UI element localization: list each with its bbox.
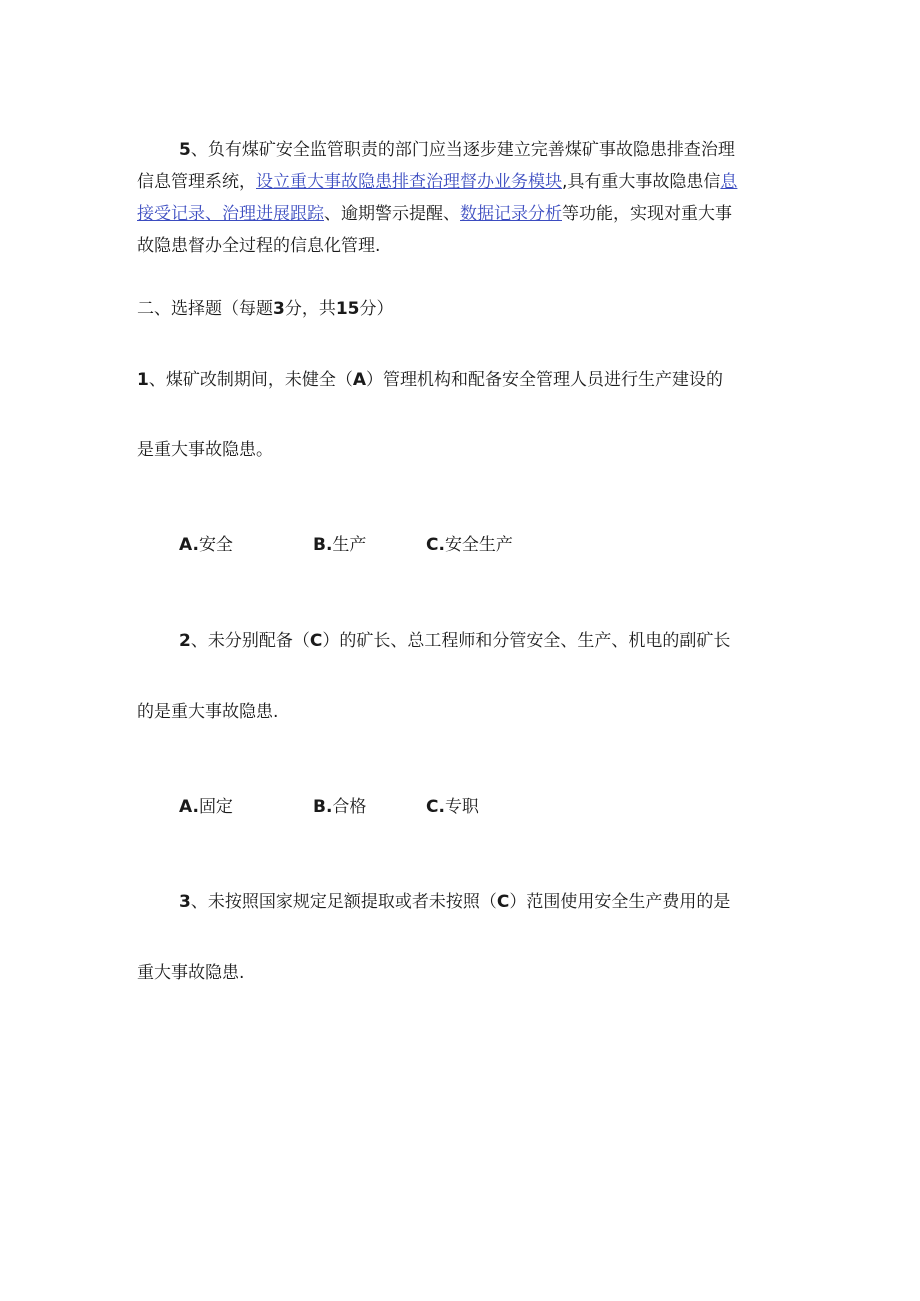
q5-link-supervision-module[interactable]: 设立重大事故隐患排查治理督办业务模块 (256, 172, 562, 192)
q2-option-b-letter: B. (313, 797, 333, 817)
q2-option-b-text: 合格 (332, 797, 367, 817)
q1-option-c-text: 安全生产 (444, 535, 513, 555)
q1-option-b-text: 生产 (332, 535, 367, 555)
q1-number: 1 (137, 370, 149, 390)
q2-continuation: 的是重大事故隐患. (137, 702, 279, 722)
q2-option-a-letter: A. (179, 797, 199, 817)
q5-link-info[interactable]: 息 (720, 172, 738, 192)
q1-option-a-letter: A. (179, 535, 199, 555)
q2-option-c-text: 专职 (444, 797, 479, 817)
q2-answer: C (309, 631, 323, 651)
section-total: 15 (335, 299, 360, 319)
q5-line-2 (137, 166, 787, 198)
section-prefix: 二、选择题（每题 (137, 299, 273, 319)
q1-text-b: ）管理机构和配备安全管理人员进行生产建设的 (366, 370, 724, 390)
q3-answer: C (496, 892, 510, 912)
q3-text-a: 、未按照国家规定足额提取或者未按照（ (190, 892, 497, 912)
q1-option-a[interactable] (179, 529, 233, 561)
q5-link-progress-tracking[interactable]: 、治理进展跟踪 (205, 204, 324, 224)
q2-option-a[interactable] (179, 791, 233, 823)
q3-continuation: 重大事故隐患. (137, 963, 245, 983)
q5-line3-text-a: 、逾期警示提醒、 (324, 204, 460, 224)
q5-number: 5 (179, 140, 191, 160)
choice-question-1 (137, 364, 787, 396)
q2-text-b: ）的矿长、总工程师和分管安全、生产、机电的副矿长 (322, 631, 731, 651)
q5-line2-text-b: ,具有重大事故隐患 (562, 172, 704, 192)
q2-option-a-text: 固定 (198, 797, 233, 817)
q1-option-c-letter: C. (426, 535, 445, 555)
fill-blank-question-5 (137, 134, 787, 262)
choice-question-2 (137, 625, 787, 657)
q3-text-b: ）范围使用安全生产费用的是 (509, 892, 731, 912)
section-mid: 分，共 (284, 299, 336, 319)
q5-line3-text-b: 等功能，实现对重大事 (562, 204, 732, 224)
choice-question-3 (137, 886, 787, 918)
q1-option-b-letter: B. (313, 535, 333, 555)
q3-number: 3 (179, 892, 191, 912)
q5-line-3 (137, 198, 787, 230)
q1-option-a-text: 安全 (198, 535, 233, 555)
q5-line2-text-a: 信息管理系统， (137, 172, 256, 192)
q5-line-1 (137, 134, 787, 166)
q1-option-c[interactable] (426, 529, 513, 561)
q2-option-c-letter: C. (426, 797, 445, 817)
q5-line2-text-c: 信 (703, 172, 721, 192)
q2-number: 2 (179, 631, 191, 651)
q5-line1-text: 、负有煤矿安全监管职责的部门应当逐步建立完善煤矿事故隐患排查治理 (190, 140, 735, 160)
q5-line-4: 故隐患督办全过程的信息化管理. (137, 236, 381, 256)
q2-text-a: 、未分别配备（ (190, 631, 310, 651)
q1-option-b[interactable] (313, 529, 366, 561)
section-heading (137, 293, 787, 325)
q2-option-c[interactable] (426, 791, 479, 823)
q2-option-b[interactable] (313, 791, 366, 823)
section-score: 3 (273, 299, 285, 319)
q1-answer: A (352, 370, 367, 390)
q1-continuation: 是重大事故隐患。 (137, 440, 273, 460)
q5-link-data-analysis[interactable]: 数据记录分析 (460, 204, 562, 224)
q1-text-a: 、煤矿改制期间，未健全（ (148, 370, 353, 390)
section-suffix: 分） (359, 299, 394, 319)
q5-link-receive-record[interactable]: 接受记录 (137, 204, 205, 224)
